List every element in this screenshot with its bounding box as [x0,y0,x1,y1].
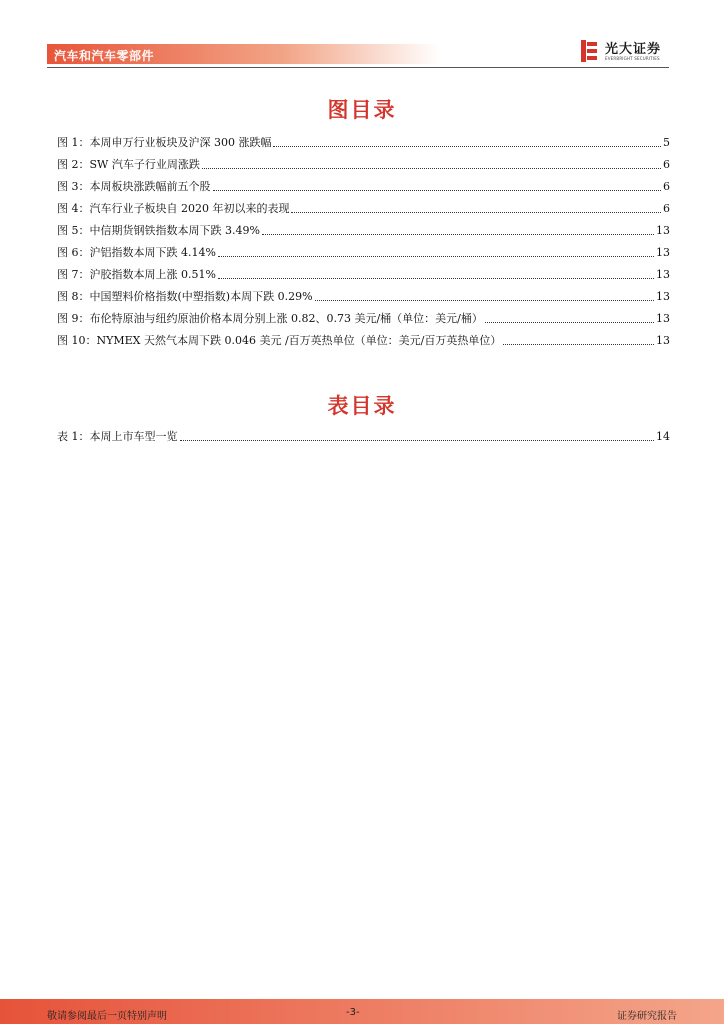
toc-entry-label: 图 7：沪胶指数本周上涨 0.51% [57,268,216,281]
logo-english-name: EVERBRIGHT SECURITIES [605,56,660,61]
toc-leader-dots [218,256,654,257]
toc-leader-dots [202,168,661,169]
toc-entry-page: 5 [663,136,670,149]
toc-entry-page: 6 [663,180,670,193]
everbright-logo-icon [581,40,599,62]
toc-leader-dots [213,190,662,191]
toc-entry-page: 13 [656,224,670,237]
toc-entry-label: 图 5：中信期货钢铁指数本周下跌 3.49% [57,224,260,237]
toc-entry[interactable] [57,260,670,282]
toc-entry-page: 13 [656,290,670,303]
logo-chinese-name: 光大证券 [605,42,662,57]
toc-entry-label: 图 2：SW 汽车子行业周涨跌 [57,158,200,171]
toc-entry[interactable] [57,326,670,348]
toc-leader-dots [503,344,654,345]
toc-entry[interactable] [57,304,670,326]
toc-entry-label: 图 4：汽车行业子板块自 2020 年初以来的表现 [57,202,290,215]
tables-toc-heading: 表目录 [327,394,397,418]
toc-leader-dots [315,300,654,301]
page-number: -3- [346,1007,360,1018]
toc-entry[interactable] [57,194,670,216]
tables-toc-list [57,422,670,444]
toc-entry-page: 13 [656,312,670,325]
toc-entry[interactable] [57,238,670,260]
toc-entry[interactable] [57,282,670,304]
toc-entry-label: 图 6：沪铝指数本周下跌 4.14% [57,246,216,259]
toc-entry[interactable] [57,128,670,150]
toc-entry[interactable] [57,216,670,238]
header-section-title: 汽车和汽车零部件 [54,49,155,63]
toc-entry-page: 13 [656,334,670,347]
toc-entry-label: 图 3：本周板块涨跌幅前五个股 [57,180,211,193]
toc-leader-dots [291,212,661,213]
toc-entry-page: 14 [656,430,670,443]
toc-entry-page: 13 [656,268,670,281]
figures-toc-heading: 图目录 [327,98,397,122]
toc-entry-label: 表 1：本周上市车型一览 [57,430,178,443]
toc-leader-dots [218,278,654,279]
toc-leader-dots [180,440,655,441]
header-divider [47,67,669,68]
figures-toc-list [57,128,670,348]
toc-entry[interactable] [57,172,670,194]
toc-entry-page: 6 [663,202,670,215]
toc-entry[interactable] [57,150,670,172]
toc-entry[interactable] [57,422,670,444]
toc-entry-label: 图 10：NYMEX 天然气本周下跌 0.046 美元 /百万英热单位（单位：美元/百万英热单位） [57,334,502,347]
toc-leader-dots [273,146,661,147]
toc-entry-page: 13 [656,246,670,259]
toc-entry-label: 图 8：中国塑料价格指数(中塑指数)本周下跌 0.29% [57,290,313,303]
footer-report-type: 证券研究报告 [617,1011,677,1022]
toc-leader-dots [485,322,654,323]
toc-entry-page: 6 [663,158,670,171]
company-logo [581,38,673,66]
footer-disclaimer: 敬请参阅最后一页特别声明 [47,1011,167,1022]
toc-leader-dots [262,234,654,235]
toc-entry-label: 图 1：本周申万行业板块及沪深 300 涨跌幅 [57,136,272,149]
toc-entry-label: 图 9：布伦特原油与纽约原油价格本周分别上涨 0.82、0.73 美元/桶（单位：美元/桶） [57,312,483,325]
